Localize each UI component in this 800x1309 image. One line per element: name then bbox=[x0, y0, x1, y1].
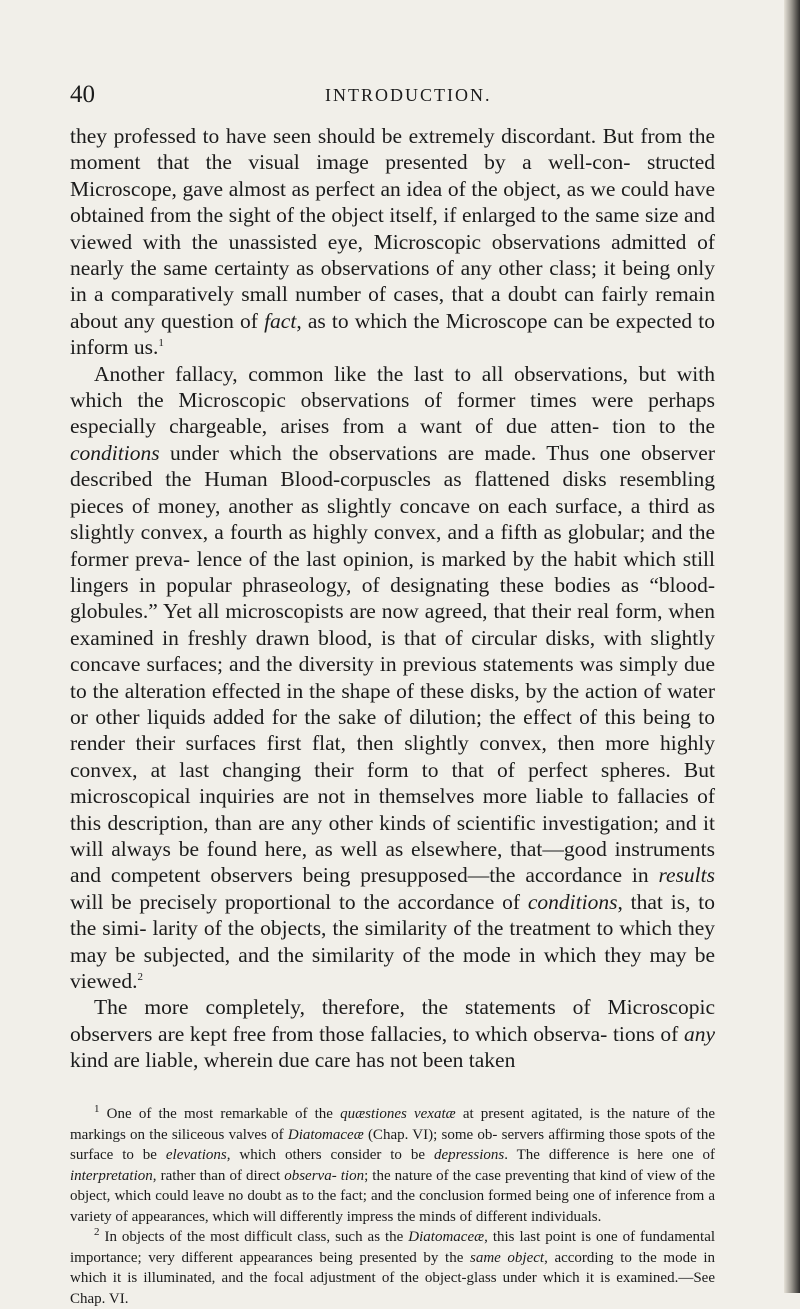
footnote-reference-2: 2 bbox=[137, 970, 143, 983]
emphasis-conditions-2: conditions bbox=[527, 889, 618, 914]
emphasis-diatomaceae-2: Diatomaceæ bbox=[408, 1229, 485, 1245]
footnote-1 bbox=[70, 1104, 715, 1227]
page-header bbox=[70, 80, 710, 110]
paragraph-2 bbox=[70, 361, 715, 995]
emphasis-same-object: same object bbox=[469, 1249, 545, 1266]
emphasis-conditions: conditions bbox=[70, 440, 160, 465]
footnote-1-text-f: , rather than of direct bbox=[152, 1167, 281, 1184]
paragraph-3 bbox=[70, 994, 715, 1073]
footnote-1-text-d: , which others consider to be bbox=[226, 1147, 426, 1163]
paragraph-2-text-c: will be precisely proportional to the accordance of bbox=[70, 889, 521, 914]
emphasis-any: any bbox=[683, 1021, 716, 1046]
paragraph-1-text-a: they professed to have seen should be extremely discordant. But from the moment that the visual image presented by a well-con- structed Microscope, gave almost as perfect an idea of the object, as we could have obtained from the sight of the object itself, if enlarged to the same size and viewed with the unassisted eye, Microscopic observations admitted of nearly the same certainty as observations of any other class; it being only in a comparatively small number of cases, that a doubt can fairly remain about any question of bbox=[70, 124, 715, 333]
emphasis-interpretation: interpretation bbox=[70, 1167, 153, 1184]
paragraph-3-text-b: kind are liable, wherein due care has not been taken bbox=[70, 1048, 516, 1073]
emphasis-depressions: depressions bbox=[433, 1147, 505, 1163]
footnote-2 bbox=[70, 1227, 715, 1309]
paragraph-3-text-a: The more completely, therefore, the statements of Microscopic observers are kept free from those fallacies, to which observa- tions of bbox=[70, 995, 715, 1046]
footnote-1-text-e: . The difference is here one of bbox=[504, 1147, 715, 1163]
footnote-2-text-c: , according to the mode in which it is illuminated, and the focal adjustment of the object-glass under which it is examined.—See Chap. VI. bbox=[70, 1249, 716, 1307]
emphasis-quaestiones: quæstiones vexatæ bbox=[340, 1106, 456, 1122]
footnote-reference-1: 1 bbox=[158, 337, 164, 350]
footnote-2-number: 2 bbox=[94, 1226, 100, 1238]
footnote-2-text-a: In objects of the most difficult class, such as the bbox=[104, 1229, 404, 1245]
page-edge-shadow bbox=[784, 0, 800, 1293]
emphasis-elevations: elevations bbox=[165, 1147, 227, 1163]
footnote-2-text-b: , this last point is one of fundamental importance; very different appearances being presented by the bbox=[70, 1229, 716, 1266]
paragraph-2-text-a: Another fallacy, common like the last to all observations, but with which the Microscopic observations of former times were perhaps especially chargeable, arises from a want of due atten- tion to the bbox=[70, 361, 715, 439]
paragraph-1 bbox=[70, 123, 715, 361]
emphasis-diatomaceae: Diatomaceæ bbox=[287, 1126, 364, 1143]
running-head: INTRODUCTION. bbox=[325, 85, 492, 105]
paragraph-1-text-b: , as to which the Microscope can be expected to inform us. bbox=[70, 308, 716, 360]
footnote-1-text-c: (Chap. VI); some ob- servers affirming those spots of the surface to be bbox=[70, 1126, 716, 1163]
paragraph-2-text-b: under which the observations are made. Thus one observer described the Human Blood-corpuscles as flattened disks resembling pieces of money, another as slightly concave on each surface, a third as slightly convex, a fourth as highly convex, and a fifth as globular; and the former preva- lence of the last opinion, is marked by the habit which still lingers in popular phraseology, of designating these bodies as “blood-globules.” Yet all microscopists are now agreed, that their real form, when examined in freshly drawn blood, is that of circular disks, with slightly concave surfaces; and the diversity in previous statements was simply due to the alteration effected in the shape of these disks, by the action of water or other liquids added for the sake of dilution; the effect of this being to render their surfaces first flat, then slightly convex, then more highly convex, at last changing their form to that of perfect spheres. But microscopical inquiries are not in themselves more liable to fallacies of this description, than are any other kinds of scientific investigation; and it will always be found here, as well as elsewhere, that—good instruments and competent observers being presupposed—the accordance in bbox=[70, 440, 716, 888]
emphasis-observation: observa- tion bbox=[284, 1167, 365, 1184]
footnote-1-text-a: One of the most remarkable of the bbox=[106, 1106, 333, 1122]
emphasis-fact: fact bbox=[264, 308, 297, 333]
footnote-1-text-g: ; the nature of the case preventing that kind of view of the object, which could leave no doubt as to the fact; and the conclusion formed being one of inference from a variety of appearances, which will differently impress the minds of different individuals. bbox=[70, 1167, 715, 1225]
footnote-1-number: 1 bbox=[94, 1103, 100, 1115]
emphasis-results: results bbox=[658, 863, 715, 888]
page-number: 40 bbox=[70, 81, 95, 108]
footnote-1-text-b: at present agitated, is the nature of the markings on the siliceous valves of bbox=[70, 1106, 716, 1143]
main-text bbox=[70, 123, 715, 1074]
footnotes bbox=[70, 1104, 715, 1309]
paragraph-2-text-d: , that is, to the simi- larity of the objects, the similarity of the treatment to which they may be subjected, and the similarity of the mode in which they may be viewed. bbox=[70, 889, 715, 993]
